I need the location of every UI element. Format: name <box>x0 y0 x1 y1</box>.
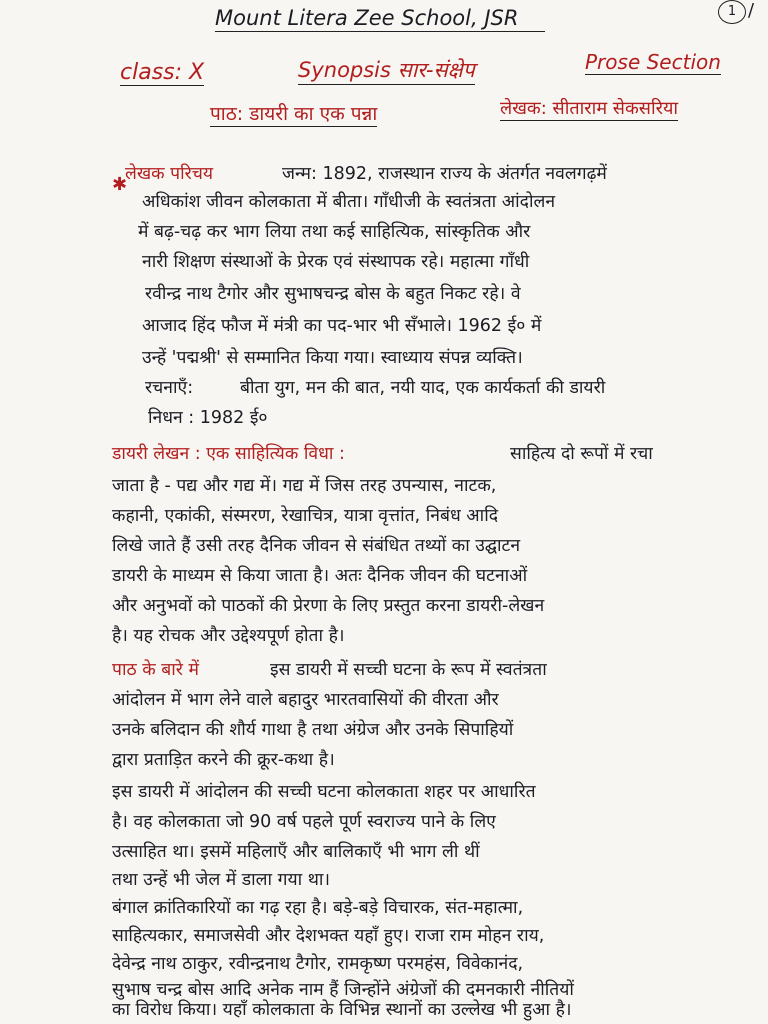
intro-text: अधिकांश जीवन कोलकाता में बीता। गाँधीजी के स्वतंत्रता आंदोलन <box>142 192 556 212</box>
intro-line <box>0 280 768 308</box>
lesson-text: तथा उन्हें भी जेल में डाला गया था। <box>112 870 331 890</box>
diary-line <box>0 592 768 620</box>
lesson-line <box>0 894 768 922</box>
diary-text: और अनुभवों को पाठकों की प्रेरणा के लिए प्रस्तुत करना डायरी-लेखन <box>112 596 545 616</box>
works-list: बीता युग, मन की बात, नयी याद, एक कार्यकर्ता की डायरी <box>240 378 606 398</box>
lesson-line <box>0 996 768 1024</box>
page-number-tick: / <box>748 0 755 21</box>
lesson-line <box>0 716 768 744</box>
lesson-text: द्वारा प्रताड़ित करने की क्रूर-कथा है। <box>112 750 335 770</box>
lesson-line <box>0 746 768 774</box>
intro-line <box>0 248 768 276</box>
intro-heading: लेखक परिचय <box>125 160 213 188</box>
intro-text: नारी शिक्षण संस्थाओं के प्रेरक एवं संस्थापक रहे। महात्मा गाँधी <box>142 252 530 272</box>
header-row <box>0 50 768 90</box>
lesson-text: इस डायरी में सच्ची घटना के रूप में स्वतंत्रता <box>270 660 547 680</box>
intro-text: आजाद हिंद फौज में मंत्री का पद-भार भी सँभाले। 1962 ई० में <box>142 316 542 336</box>
synopsis-label: Synopsis सार-संक्षेप <box>298 56 475 85</box>
school-title: Mount Litera Zee School, JSR <box>215 6 545 32</box>
lesson-text: बंगाल क्रांतिकारियों का गढ़ रहा है। बड़े-बड़े विचारक, संत-महात्मा, <box>112 898 524 918</box>
diary-text: साहित्य दो रूपों में रचा <box>510 444 653 464</box>
intro-line <box>0 188 768 216</box>
intro-line <box>0 160 768 188</box>
intro-line <box>0 312 768 340</box>
lesson-text: साहित्यकार, समाजसेवी और देशभक्त यहाँ हुए। राजा राम मोहन राय, <box>112 926 545 946</box>
intro-text: में बढ़-चढ़ कर भाग लिया तथा कई साहित्यिक, सांस्कृतिक और <box>138 222 531 242</box>
lesson-text: का विरोध किया। यहाँ कोलकाता के विभिन्न स्थानों का उल्लेख भी हुआ है। <box>112 1000 572 1020</box>
works-line <box>0 374 768 402</box>
lesson-line <box>0 922 768 950</box>
diary-line <box>0 562 768 590</box>
intro-line <box>0 344 768 372</box>
lesson-text: सुभाष चन्द्र बोस आदि अनेक नाम हैं जिन्होंने अंग्रेजों की दमनकारी नीतियों <box>112 980 574 1000</box>
section-label: Prose Section <box>585 50 721 74</box>
class-label: class: X <box>120 60 205 85</box>
diary-line <box>0 472 768 500</box>
diary-text: कहानी, एकांकी, संस्मरण, रेखाचित्र, यात्रा वृत्तांत, निबंध आदि <box>112 506 499 526</box>
lesson-text: देवेन्द्र नाथ ठाकुर, रवीन्द्रनाथ टैगोर, रामकृष्ण परमहंस, विवेकानंद, <box>112 954 524 974</box>
diary-text: है। यह रोचक और उद्देश्यपूर्ण होता है। <box>112 626 345 646</box>
death-line <box>0 404 768 432</box>
lesson-line <box>0 838 768 866</box>
lesson-text: है। वह कोलकाता जो 90 वर्ष पहले पूर्ण स्वराज्य पाने के लिए <box>112 812 496 832</box>
lesson-text: इस डायरी में आंदोलन की सच्ची घटना कोलकाता शहर पर आधारित <box>112 782 536 802</box>
diary-text: लिखे जाते हैं उसी तरह दैनिक जीवन से संबंधित तथ्यों का उद्घाटन <box>112 536 521 556</box>
star-bullet: ✱ <box>112 174 128 195</box>
lesson-row <box>0 96 768 132</box>
lesson-line <box>0 686 768 714</box>
lesson-line <box>0 808 768 836</box>
lesson-line <box>0 778 768 806</box>
diary-line <box>0 622 768 650</box>
lesson-line <box>0 656 768 684</box>
diary-heading: डायरी लेखन : एक साहित्यिक विधा : <box>112 440 345 468</box>
lesson-text: आंदोलन में भाग लेने वाले बहादुर भारतवासियों की वीरता और <box>112 690 499 710</box>
intro-line <box>0 218 768 246</box>
lesson-text: उत्साहित था। इसमें महिलाएँ और बालिकाएँ भी भाग ली थीं <box>112 842 480 862</box>
diary-text: जाता है - पद्य और गद्य में। गद्य में जिस तरह उपन्यास, नाटक, <box>112 476 497 496</box>
diary-line <box>0 440 768 468</box>
works-label: रचनाएँ: <box>145 374 193 402</box>
lesson-title: पाठ: डायरी का एक पन्ना <box>210 100 377 127</box>
diary-line <box>0 532 768 560</box>
death-text: निधन : 1982 ई० <box>148 408 268 428</box>
author-name: लेखक: सीताराम सेकसरिया <box>500 98 679 119</box>
diary-line <box>0 502 768 530</box>
lesson-heading: पाठ के बारे में <box>112 656 199 684</box>
lesson-text: उनके बलिदान की शौर्य गाथा है तथा अंग्रेज और उनके सिपाहियों <box>112 720 514 740</box>
intro-text: उन्हें 'पद्मश्री' से सम्मानित किया गया। स्वाध्याय संपन्न व्यक्ति। <box>142 348 523 368</box>
intro-text: जन्म: 1892, राजस्थान राज्य के अंतर्गत नवलगढ़में <box>282 164 607 184</box>
page-number: 1 <box>718 0 746 24</box>
lesson-line <box>0 866 768 894</box>
lesson-line <box>0 950 768 978</box>
diary-text: डायरी के माध्यम से किया जाता है। अतः दैनिक जीवन की घटनाओं <box>112 566 528 586</box>
intro-text: रवीन्द्र नाथ टैगोर और सुभाषचन्द्र बोस के बहुत निकट रहे। वे <box>145 284 521 304</box>
